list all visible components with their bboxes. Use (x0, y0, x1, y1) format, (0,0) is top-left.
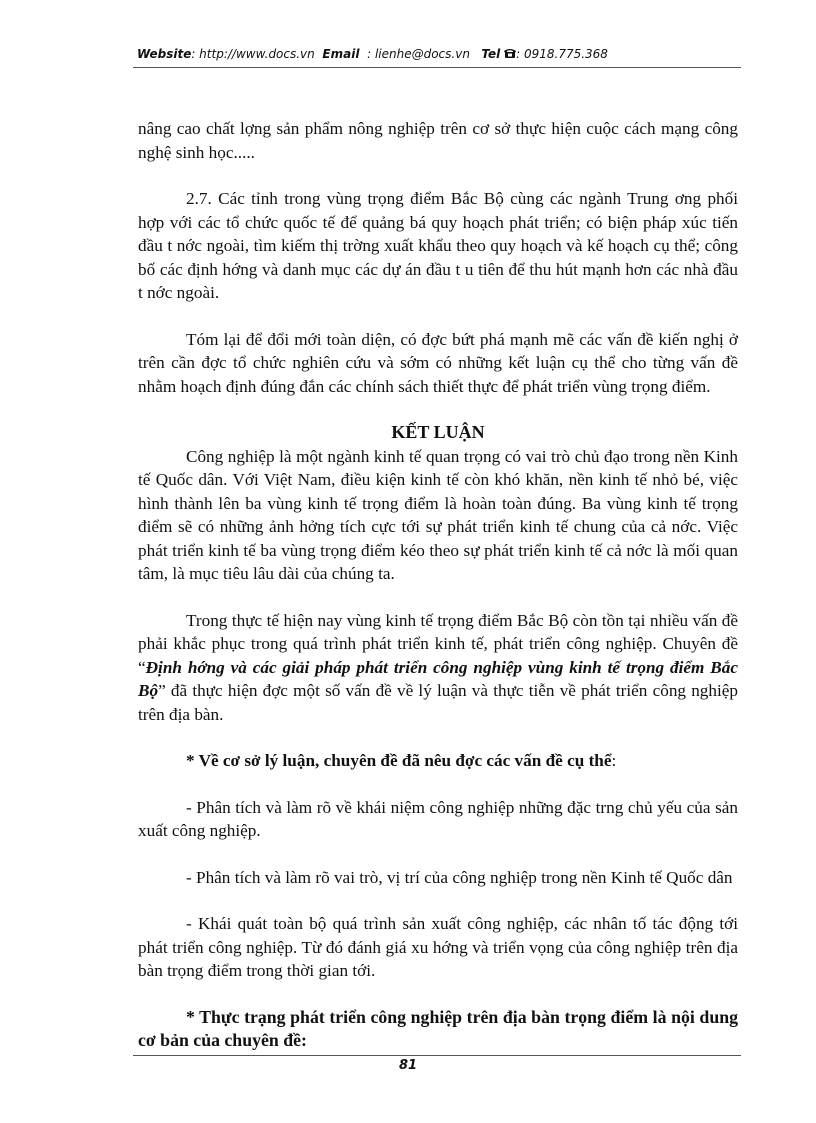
tel-label: Tel (481, 47, 501, 61)
website-url: : http://www.docs.vn (191, 47, 315, 61)
page-number: 81 (398, 1058, 418, 1073)
paragraph-10: * Thực trạng phát triển công nghiệp trên địa bàn trọng điểm là nội dung cơ bản của chuyên đề: (138, 1006, 738, 1050)
paragraph-4: Công nghiệp là một ngành kinh tế quan trọng có vai trò chủ đạo trong nền Kinh tế Quốc dân. Với Việt Nam, điều kiện kinh tế còn khó khăn, nền kinh tế nhỏ bé, việc hình thành lên ba vùng kinh tế trọng điểm là hoàn toàn đúng. Ba vùng kinh tế trọng điểm sẽ có những ảnh hởng tích cực tới sự phát triển kinh tế chung của cả nớc. Việc phát triển kinh tế ba vùng trọng điểm kéo theo sự phát triển kinh tế cả nớc là mối quan tâm, là mục tiêu lâu dài của chúng ta. (138, 446, 738, 583)
section-heading: KẾT LUẬN (391, 422, 485, 442)
document-body (138, 117, 738, 1053)
paragraph-5-tail: ” đã thực hiện đợc một số vấn đề về lý luận và thực tiễn về phát triển công nghiệp trên địa bàn. (138, 681, 738, 724)
email-label: Email (322, 47, 360, 61)
paragraph-2: 2.7. Các tỉnh trong vùng trọng điểm Bắc Bộ cùng các ngành Trung ơng phối hợp với các tổ chức quốc tế để quảng bá quy hoạch phát triển; có biện pháp xúc tiến đầu t nớc ngoài, tìm kiếm thị trờng xuất khẩu theo quy hoạch và kế hoạch cụ thể; công bố các định hớng và danh mục các dự án đầu t u tiên để thu hút mạnh hơn các nhà đầu t nớc ngoài. (138, 189, 738, 302)
footer-rule (133, 1055, 741, 1056)
phone-icon (504, 47, 516, 61)
page-header (137, 47, 743, 61)
paragraph-7: - Phân tích và làm rõ về khái niệm công nghiệp những đặc trng chủ yếu của sản xuất công nghiệp. (138, 797, 738, 840)
paragraph-5-lead: Trong thực tế hiện nay vùng kinh tế trọng điểm Bắc Bộ còn tồn tại nhiều vấn đề phải khắc phục trong quá trình phát triển kinh tế, phát triển công nghiệp. Chuyên đề “ (138, 610, 738, 677)
header-rule (133, 67, 741, 68)
paragraph-9: - Khái quát toàn bộ quá trình sản xuất công nghiệp, các nhân tố tác động tới phát triển công nghiệp. Từ đó đánh giá xu hớng và triển vọng của công nghiệp trên địa bàn trọng điểm trong thời gian tới. (138, 914, 738, 980)
website-label: Website (137, 47, 192, 61)
phone-number: : 0918.775.368 (516, 47, 608, 61)
report-title: Định hớng và các giải pháp phát triển công nghiệp vùng kinh tế trọng điểm Bắc Bộ (138, 657, 738, 700)
paragraph-1: nâng cao chất lợng sản phẩm nông nghiệp trên cơ sở thực hiện cuộc cách mạng công nghệ sinh học..... (138, 119, 738, 162)
paragraph-6 (138, 749, 738, 773)
paragraph-3: Tóm lại để đổi mới toàn diện, có đợc bứt phá mạnh mẽ các vấn đề kiến nghị ở trên cần đợc tổ chức nghiên cứu và sớm có những kết luận cụ thể cho từng vấn đề nhằm hoạch định đúng đắn các chính sách thiết thực để phát triển vùng trọng điểm. (138, 329, 738, 396)
theory-heading: * Về cơ sở lý luận, chuyên đề đã nêu đợc các vấn đề cụ thể (186, 751, 612, 770)
email-address: : lienhe@docs.vn (367, 47, 470, 61)
theory-colon: : (611, 751, 617, 770)
paragraph-8: - Phân tích và làm rõ vai trò, vị trí của công nghiệp trong nền Kinh tế Quốc dân (186, 867, 733, 887)
paragraph-5 (138, 609, 738, 727)
